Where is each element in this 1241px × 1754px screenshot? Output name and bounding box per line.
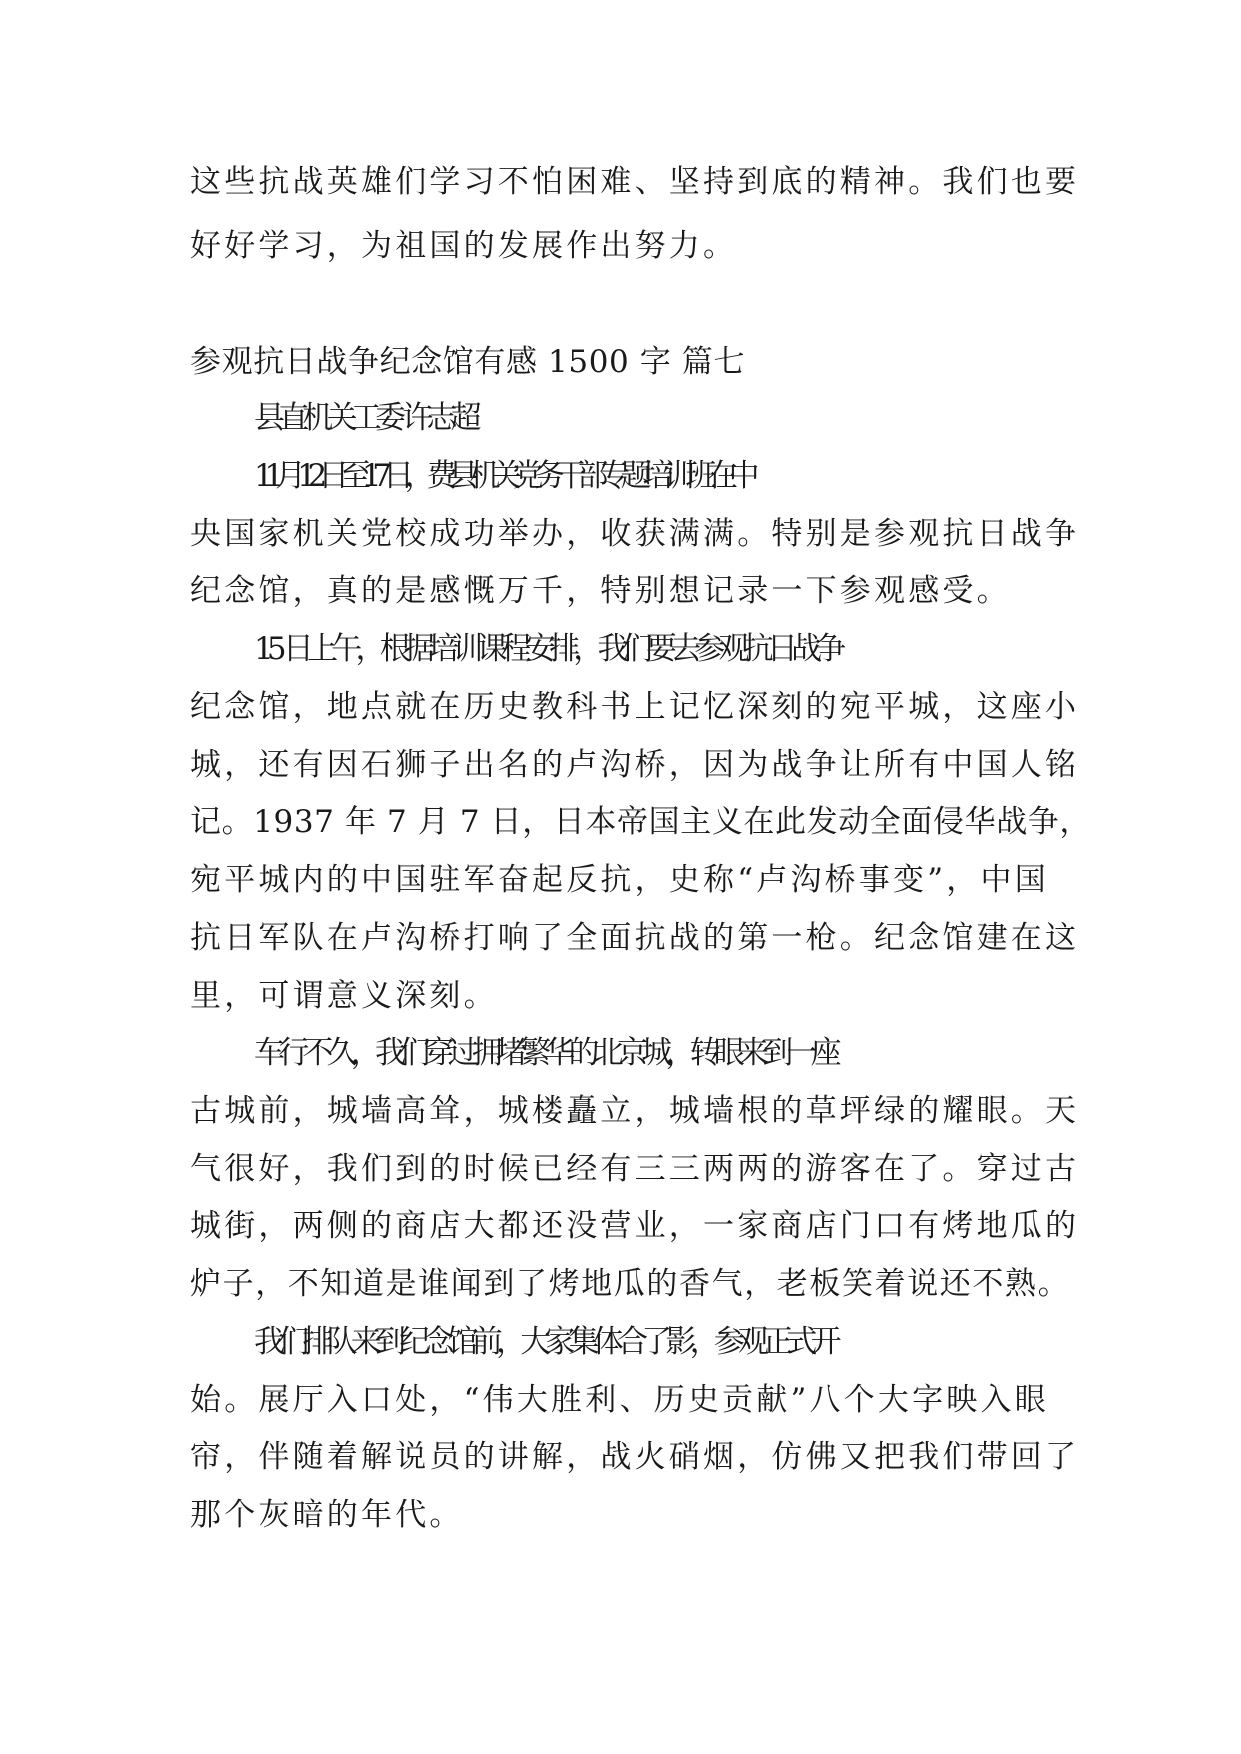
text-line: 纪念馆，地点就在历史教科书上记忆深刻的宛平城，这座小 bbox=[190, 689, 1080, 725]
text-line: 抗日军队在卢沟桥打响了全面抗战的第一枪。纪念馆建在这 bbox=[190, 920, 1080, 956]
text-line: 纪念馆，真的是感慨万千，特别想记录一下参观感受。 bbox=[190, 573, 1011, 609]
text-line: 城，还有因石狮子出名的卢沟桥，因为战争让所有中国人铭 bbox=[190, 747, 1080, 783]
text-line: 里，可谓意义深刻。 bbox=[190, 978, 498, 1014]
text-line: 炉子，不知道是谁闻到了烤地瓜的香气，老板笑着说还不熟。 bbox=[190, 1266, 1071, 1302]
text-line: 好好学习，为祖国的发展作出努力。 bbox=[190, 228, 738, 264]
text-line: 车行不久，我们穿过拥堵繁华的北京城，转眼来到一座 bbox=[254, 1035, 835, 1071]
text-line: 古城前，城墙高耸，城楼矗立，城墙根的草坪绿的耀眼。天 bbox=[190, 1093, 1080, 1129]
text-line: 这些抗战英雄们学习不怕困难、坚持到底的精神。我们也要 bbox=[190, 164, 1080, 200]
text-line: 记。1937 年 7 月 7 日，日本帝国主义在此发动全面侵华战争， bbox=[190, 804, 1092, 840]
text-line: 我们排队来到纪念馆前，大家集体合了影，参观正式开 bbox=[254, 1324, 835, 1360]
text-line: 始。展厅入口处，“伟大胜利、历史贡献”八个大字映入眼 bbox=[190, 1382, 1049, 1418]
text-line: 那个灰暗的年代。 bbox=[190, 1497, 464, 1533]
section-title: 参观抗日战争纪念馆有感 1500 字 篇七 bbox=[190, 344, 746, 380]
text-line: 宛平城内的中国驻军奋起反抗，史称“卢沟桥事变”，中国 bbox=[190, 862, 1049, 898]
author-line: 县直机关工委 许志超 bbox=[254, 400, 475, 436]
text-line: 央国家机关党校成功举办，收获满满。特别是参观抗日战争 bbox=[190, 516, 1080, 552]
text-line: 11 月 12 日至 17 日，费县机关党务干部专题培训班在中 bbox=[254, 458, 751, 494]
text-line: 城街，两侧的商店大都还没营业，一家商店门口有烤地瓜的 bbox=[190, 1208, 1080, 1244]
text-line: 帘，伴随着解说员的讲解，战火硝烟，仿佛又把我们带回了 bbox=[190, 1439, 1080, 1475]
text-line: 气很好，我们到的时候已经有三三两两的游客在了。穿过古 bbox=[190, 1151, 1080, 1187]
text-line: 15 日上午，根据培训课程安排，我们要去参观抗日战争 bbox=[254, 631, 840, 667]
